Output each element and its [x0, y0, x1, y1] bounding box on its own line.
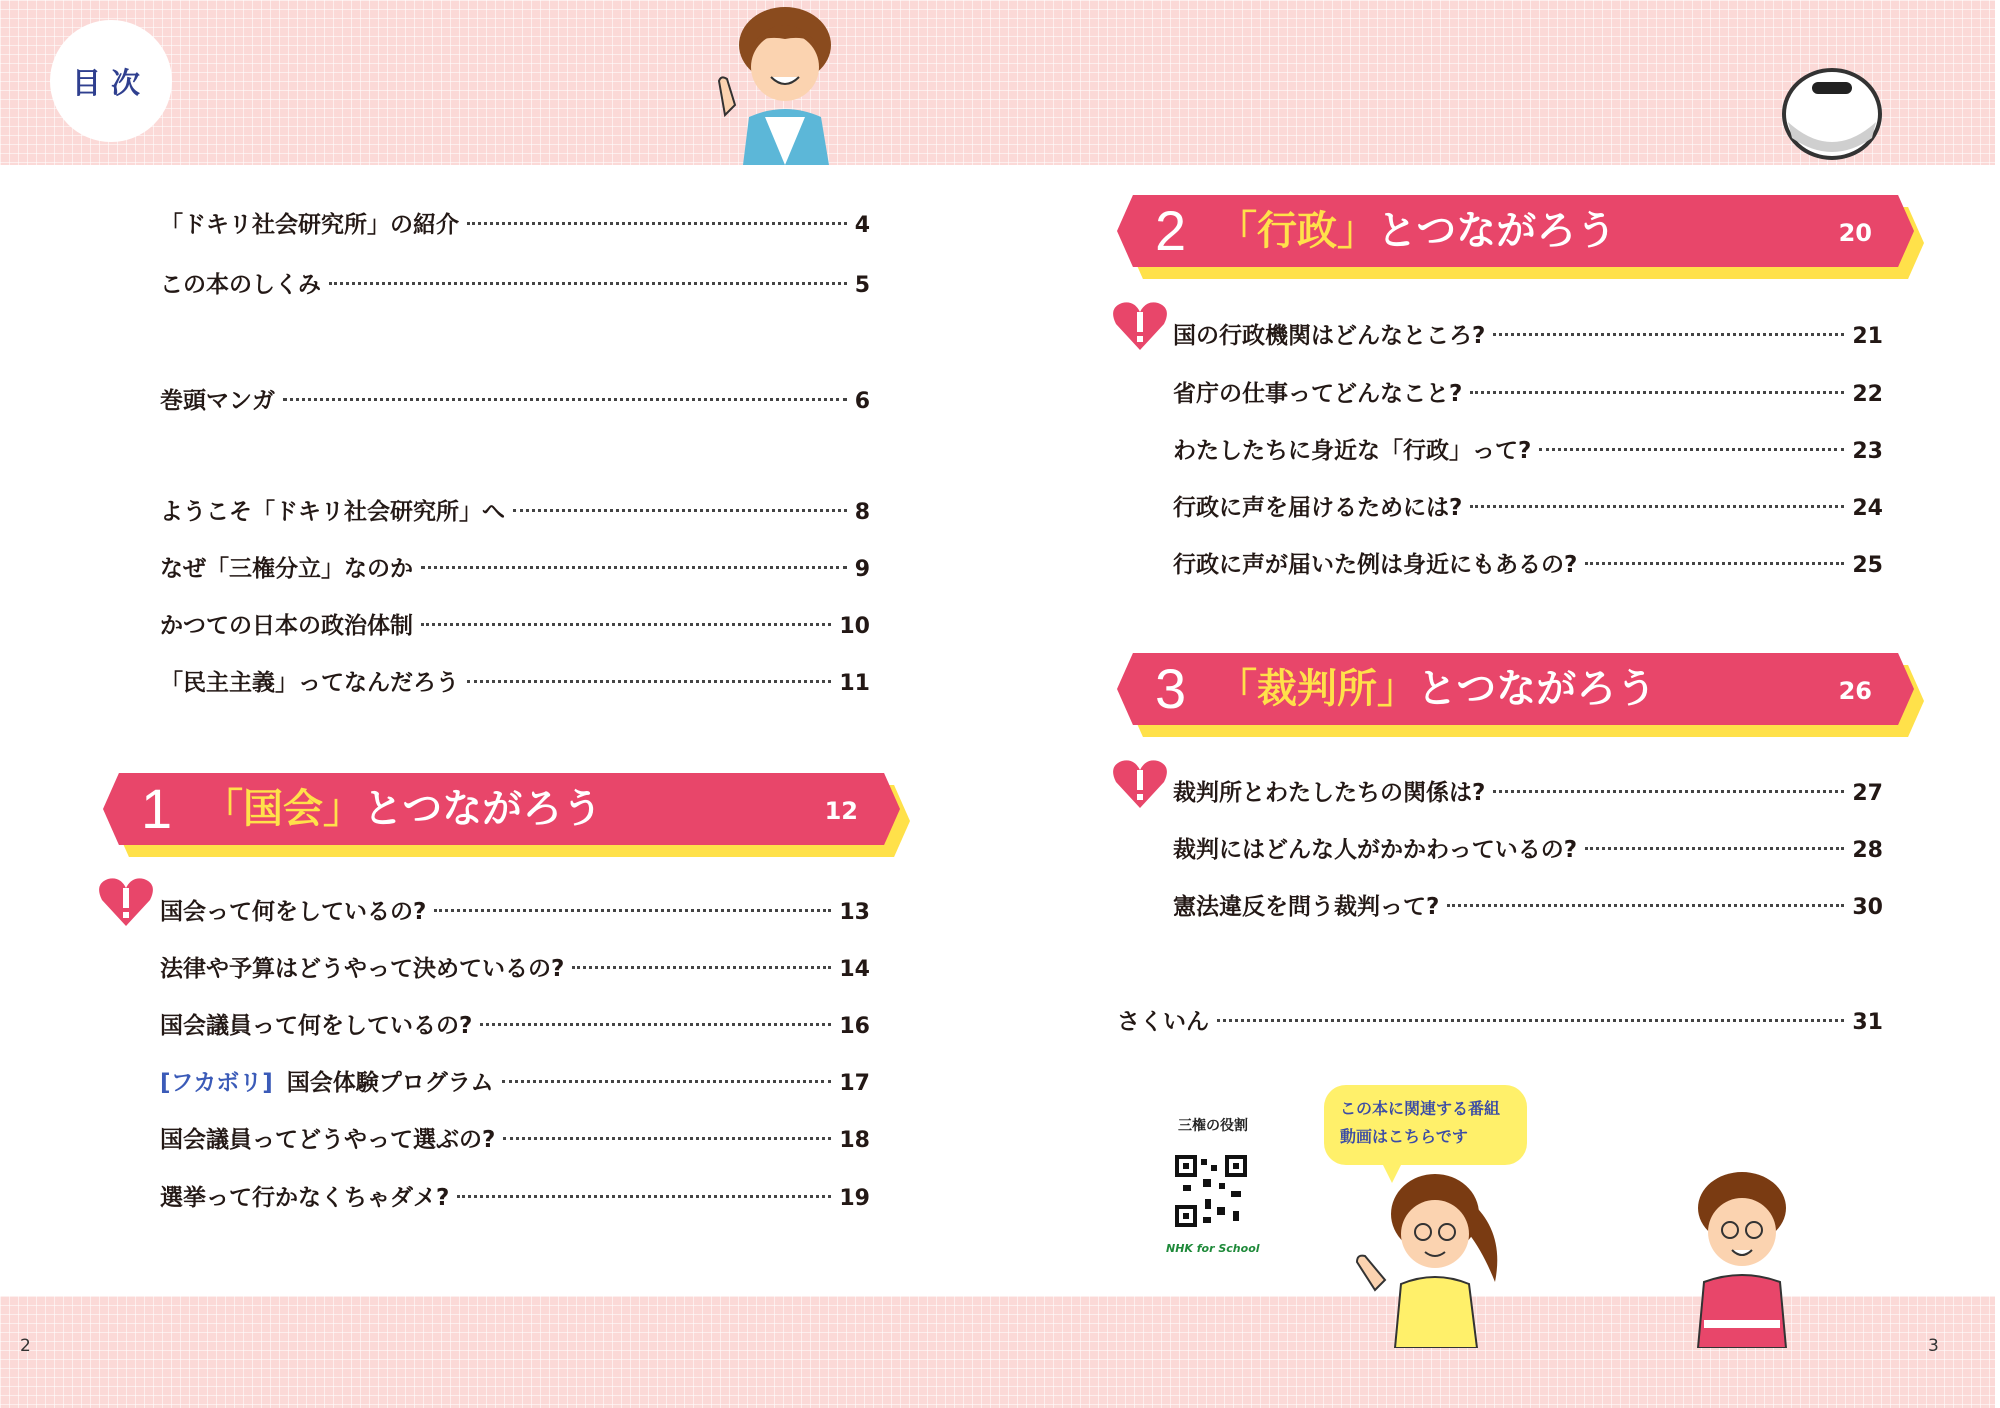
chapter-number: 1 [141, 777, 173, 840]
robot-head-illustration [1780, 62, 1884, 162]
boy-cheering-illustration [1682, 1170, 1802, 1348]
heart-icon [98, 876, 154, 928]
toc-entry-1-1[interactable]: 国会って何をしているの? 13 [160, 899, 870, 925]
toc-entry-welcome[interactable]: ようこそ「ドキリ社会研究所」へ 8 [160, 499, 870, 525]
toc-entry-2-3[interactable]: わたしたちに身近な「行政」って? 23 [1173, 438, 1883, 464]
fukabori-tag: [フカボリ] [160, 1070, 273, 1096]
heart-icon [1112, 300, 1168, 352]
toc-entry-2-2[interactable]: 省庁の仕事ってどんなこと? 22 [1173, 381, 1883, 407]
heart-icon [1112, 758, 1168, 810]
toc-entry-1-6[interactable]: 選挙って行かなくちゃダメ? 19 [160, 1185, 870, 1211]
chapter-page: 12 [824, 797, 858, 825]
qr-label: 三権の役割 [1178, 1118, 1248, 1134]
toc-entry-1-3[interactable]: 国会議員って何をしているの? 16 [160, 1013, 870, 1039]
chapter-title: 「国会」とつながろう [203, 786, 603, 832]
toc-entry-2-4[interactable]: 行政に声を届けるためには? 24 [1173, 495, 1883, 521]
chapter-1-banner[interactable] [103, 773, 900, 845]
chapter-title: 「裁判所」とつながろう [1217, 666, 1657, 712]
toc-entry-former-system[interactable]: かつての日本の政治体制 10 [160, 613, 870, 639]
toc-entry-1-4[interactable]: [フカボリ] 国会体験プログラム 17 [160, 1070, 870, 1096]
girl-waving-illustration [1345, 1172, 1520, 1348]
toc-entry-index[interactable]: さくいん 31 [1117, 1009, 1883, 1035]
chapter-2-banner[interactable] [1117, 195, 1914, 267]
toc-entry-2-5[interactable]: 行政に声が届いた例は身近にもあるの? 25 [1173, 552, 1883, 578]
toc-entry-3-1[interactable]: 裁判所とわたしたちの関係は? 27 [1173, 780, 1883, 806]
toc-entry-1-2[interactable]: 法律や予算はどうやって決めているの? 14 [160, 956, 870, 982]
chapter-number: 3 [1155, 657, 1187, 720]
chapter-number: 2 [1155, 199, 1187, 262]
toc-entry-intro[interactable]: 「ドキリ社会研究所」の紹介 4 [160, 212, 870, 238]
speech-bubble: この本に関連する番組 動画はこちらです [1324, 1085, 1527, 1165]
page-number-right: 3 [1928, 1336, 1939, 1356]
page-title: 目次 [50, 20, 172, 142]
toc-entry-manga[interactable]: 巻頭マンガ 6 [160, 388, 870, 414]
chapter-title: 「行政」とつながろう [1217, 208, 1617, 254]
qr-code[interactable] [1175, 1155, 1247, 1227]
nhk-logo: NHK for School [1166, 1242, 1260, 1255]
toc-entry-3-3[interactable]: 憲法違反を問う裁判って? 30 [1173, 894, 1883, 920]
toc-entry-3-2[interactable]: 裁判にはどんな人がかかわっているの? 28 [1173, 837, 1883, 863]
page-number-left: 2 [20, 1336, 31, 1356]
chapter-3-banner[interactable] [1117, 653, 1914, 725]
toc-entry-1-5[interactable]: 国会議員ってどうやって選ぶの? 18 [160, 1127, 870, 1153]
boy-pointing-illustration [705, 5, 845, 165]
toc-entry-separation-of-powers[interactable]: なぜ「三権分立」なのか 9 [160, 556, 870, 582]
chapter-page: 26 [1838, 677, 1872, 705]
toc-entry-how-to-use[interactable]: この本のしくみ 5 [160, 272, 870, 298]
toc-entry-2-1[interactable]: 国の行政機関はどんなところ? 21 [1173, 323, 1883, 349]
toc-entry-democracy[interactable]: 「民主主義」ってなんだろう 11 [160, 670, 870, 696]
header-band [0, 0, 1995, 165]
chapter-page: 20 [1838, 219, 1872, 247]
